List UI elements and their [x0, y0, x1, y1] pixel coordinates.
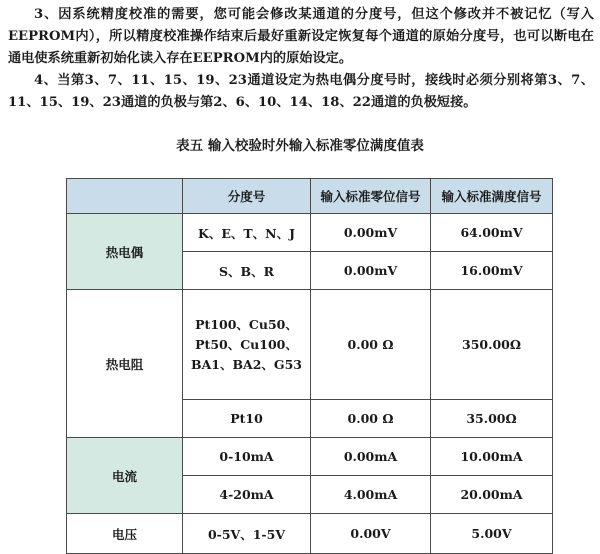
header-full-signal: 输入标准满度信号	[431, 179, 553, 214]
category-rtd: 热电阻	[67, 290, 183, 438]
category-thermocouple: 热电偶	[67, 214, 183, 290]
cell-zero-signal: 0.00mV	[311, 252, 431, 290]
header-zero-signal: 输入标准零位信号	[311, 179, 431, 214]
cell-graduation: 4-20mA	[183, 476, 311, 514]
cell-graduation-multi	[183, 290, 311, 400]
table-row	[67, 214, 553, 252]
cell-zero-signal: 0.00mA	[311, 438, 431, 476]
cell-graduation: S、B、R	[183, 252, 311, 290]
cell-full-signal: 35.00Ω	[431, 400, 553, 438]
graduation-line: Pt100、Cu50、	[195, 316, 298, 332]
category-voltage: 电压	[67, 514, 183, 554]
cell-full-signal: 64.00mV	[431, 214, 553, 252]
cell-zero-signal: 0.00V	[311, 514, 431, 554]
table-row	[67, 290, 553, 400]
paragraph-wiring-note: 4、当第3、7、11、15、19、23通道设定为热电偶分度号时，接线时必须分别将第3、7、11、15、19、23通道的负极与第2、6、10、14、18、22通道的负极短接。	[8, 73, 594, 110]
cell-graduation: Pt10	[183, 400, 311, 438]
cell-graduation: K、E、T、N、J	[183, 214, 311, 252]
graduation-line: BA1、BA2、G53	[191, 356, 302, 372]
cell-full-signal: 16.00mV	[431, 252, 553, 290]
paragraph-calibration-note: 3、因系统精度校准的需要，您可能会修改某通道的分度号，但这个修改并不被记忆（写入EEPROM内），所以精度校准操作结束后最好重新设定恢复每个通道的原始分度号，也可以断电在通电使系统重新初始化读入存在EEPROM内的原始设定。	[8, 7, 594, 66]
cell-full-signal: 350.00Ω	[431, 290, 553, 400]
standard-signal-table	[66, 178, 553, 554]
cell-graduation: 0-10mA	[183, 438, 311, 476]
table-row	[67, 438, 553, 476]
cell-full-signal: 20.00mA	[431, 476, 553, 514]
table-header-row	[67, 179, 553, 214]
cell-graduation: 0-5V、1-5V	[183, 514, 311, 554]
cell-zero-signal: 4.00mA	[311, 476, 431, 514]
cell-zero-signal: 0.00 Ω	[311, 290, 431, 400]
cell-full-signal: 5.00V	[431, 514, 553, 554]
category-current: 电流	[67, 438, 183, 514]
cell-zero-signal: 0.00mV	[311, 214, 431, 252]
header-category	[67, 179, 183, 214]
cell-full-signal: 10.00mA	[431, 438, 553, 476]
table-caption: 表五 输入校验时外输入标准零位满度值表	[176, 138, 424, 154]
header-graduation: 分度号	[183, 179, 311, 214]
graduation-line: Pt50、Cu100、	[195, 336, 298, 352]
cell-zero-signal: 0.00 Ω	[311, 400, 431, 438]
